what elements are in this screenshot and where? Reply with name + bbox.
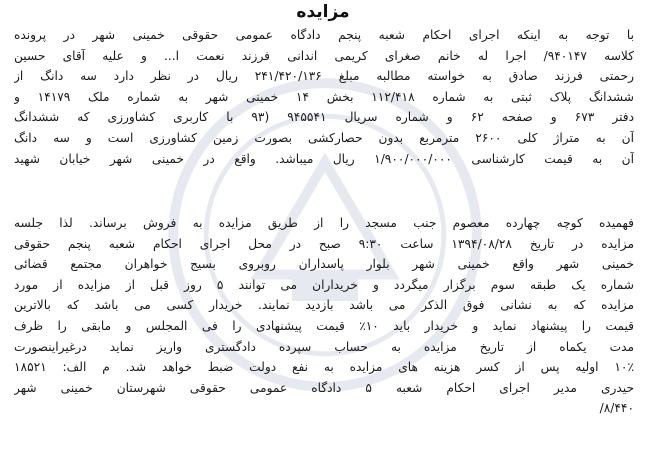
notice-line: مزایده در تاریخ ۱۳۹۴/۰۸/۲۸ ساعت ۹:۳۰ صبح در محل اجرای احکام شعبه پنجم حقوقی [14, 236, 634, 251]
notice-line: دفتر ۶۷۳ و صفحه ۶۲ و شماره سریال ۹۴۵۵۴۱ (۹۳ با کاربری کشاورزی که ششدانگ [14, 110, 634, 125]
notice-line: کلاسه ۹۴۰۱۴۷/ اجرا له خانم صغرای کریمی اندانی فرزند نعمت ا... و علیه آقای حسین [14, 48, 634, 63]
notice-line: قیمت را پیشنهاد نماید و خریدار باید ۱۰٪ قیمت پیشنهادی را فی المجلس و مابقی را ظرف [14, 318, 634, 333]
notice-line: آن به قیمت کارشناسی ۱/۹۰۰/۰۰۰/۰۰۰ ریال میباشد. واقع در خمینی شهر خیابان شهید [14, 151, 634, 166]
notice-line: آن به متراژ کلی ۲۶۰۰ مترمربع بدون حصارکشی بصورت زمین کشاورزی است و سه دانگ [14, 130, 634, 145]
notice-paragraph-2 [14, 213, 634, 419]
notice-line: فهمیده کوچه چهارده معصوم جنب مسجد را از طریق مزایده به فروش برساند. لذا جلسه [14, 216, 634, 230]
notice-title: مزایده [296, 2, 350, 22]
notice-line: حیدری مدیر اجرای احکام شعبه ۵ دادگاه عمومی حقوقی شهرستان خمینی شهر [14, 380, 634, 395]
notice-line: ۸/۴۴۰/ [599, 401, 634, 416]
notice-line: ۱۰٪ اولیه پس از کسر هزینه های مزایده به نفع دولت ضبط خواهد شد. م الف: ۱۸۵۲۱ [14, 360, 634, 375]
notice-line: با توجه به اینکه اجرای احکام شعبه پنجم دادگاه عمومی حقوقی خمینی شهر در پرونده [14, 28, 634, 42]
notice-line: ششدانگ پلاک ثبتی به شماره ۱۱۲/۴۱۸ بخش ۱۴ خمینی شهر به شماره ملک ۱۴۱۷۹ و [14, 89, 634, 104]
notice-line: مزایده که به نشانی فوق الذکر می باشد بازدید نمایند. خریدار کسی می باشد که بالاترین [14, 298, 634, 313]
notice-paragraph-1 [14, 25, 634, 169]
notice-line: رحمتی فرزند صادق به خواسته مطالبه مبلغ ۲۴۱/۴۲۰/۱۳۶ ریال در نظر دارد سه دانگ از [14, 69, 634, 84]
notice-line: شماره یک طبقه سوم برگزار میگردد و خریداران می توانند ۵ روز قبل از مزایده از مورد [14, 277, 634, 292]
notice-line: مدت یکماه از تاریخ مزایده به حساب سپرده دادگستری واریز نماید درغیراینصورت [14, 339, 634, 354]
notice-line: خمینی شهر واقع خمینی شهر بلوار پاسداران روبروی بسیج خواهران مجتمع قضائی [14, 257, 634, 272]
